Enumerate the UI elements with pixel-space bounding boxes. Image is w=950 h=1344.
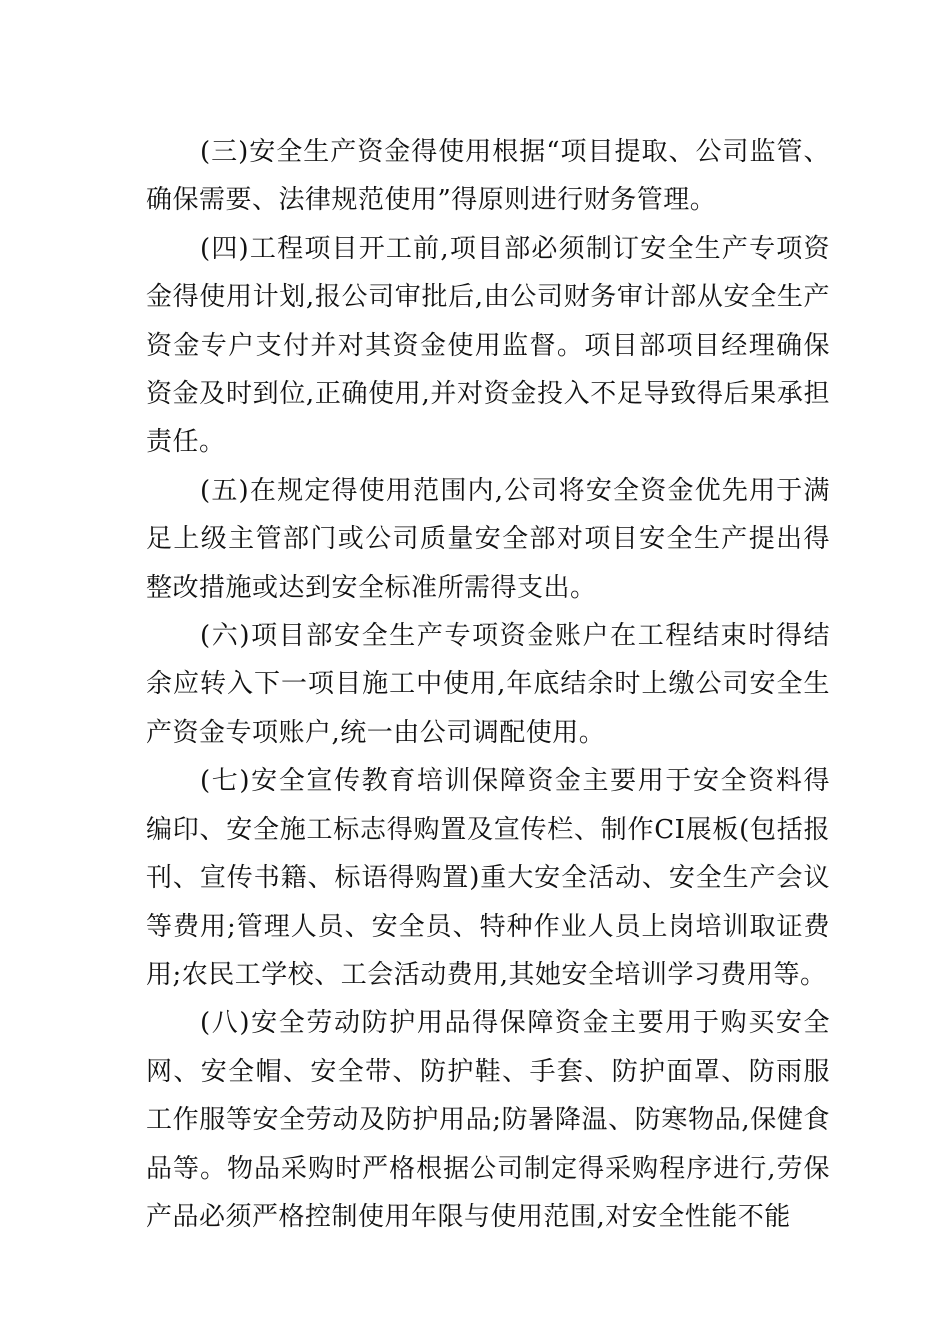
paragraph-8: (八)安全劳动防护用品得保障资金主要用于购买安全网、安全帽、安全带、防护鞋、手套、防护面罩、防雨服工作服等安全劳动及防护用品;防暑降温、防寒物品,保健食品等。物品采购时严格根据公司制定得采购程序进行,劳保产品必须严格控制使用年限与使用范围,对安全性能不能 [146,1008,830,1232]
paragraph-4: (四)工程项目开工前,项目部必须制订安全生产专项资金得使用计划,报公司审批后,由公司财务审计部从安全生产资金专户支付并对其资金使用监督。项目部项目经理确保资金及时到位,正确使用,并对资金投入不足导致得后果承担责任。 [146,233,830,458]
document-body [146,128,830,1241]
paragraph-3: (三)安全生产资金得使用根据“项目提取、公司监管、确保需要、法律规范使用”得原则进行财务管理。 [146,137,830,216]
paragraph-6: (六)项目部安全生产专项资金账户在工程结束时得结余应转入下一项目施工中使用,年底结余时上缴公司安全生产资金专项账户,统一由公司调配使用。 [146,621,830,748]
paragraph-5: (五)在规定得使用范围内,公司将安全资金优先用于满足上级主管部门或公司质量安全部对项目安全生产提出得整改措施或达到安全标准所需得支出。 [146,475,830,603]
paragraph-7: (七)安全宣传教育培训保障资金主要用于安全资料得编印、安全施工标志得购置及宣传栏、制作CI展板(包括报刊、宣传书籍、标语得购置)重大安全活动、安全生产会议等费用;管理人员、安全员、特种作业人员上岗培训取证费用;农民工学校、工会活动费用,其她安全培训学习费用等。 [146,766,830,990]
